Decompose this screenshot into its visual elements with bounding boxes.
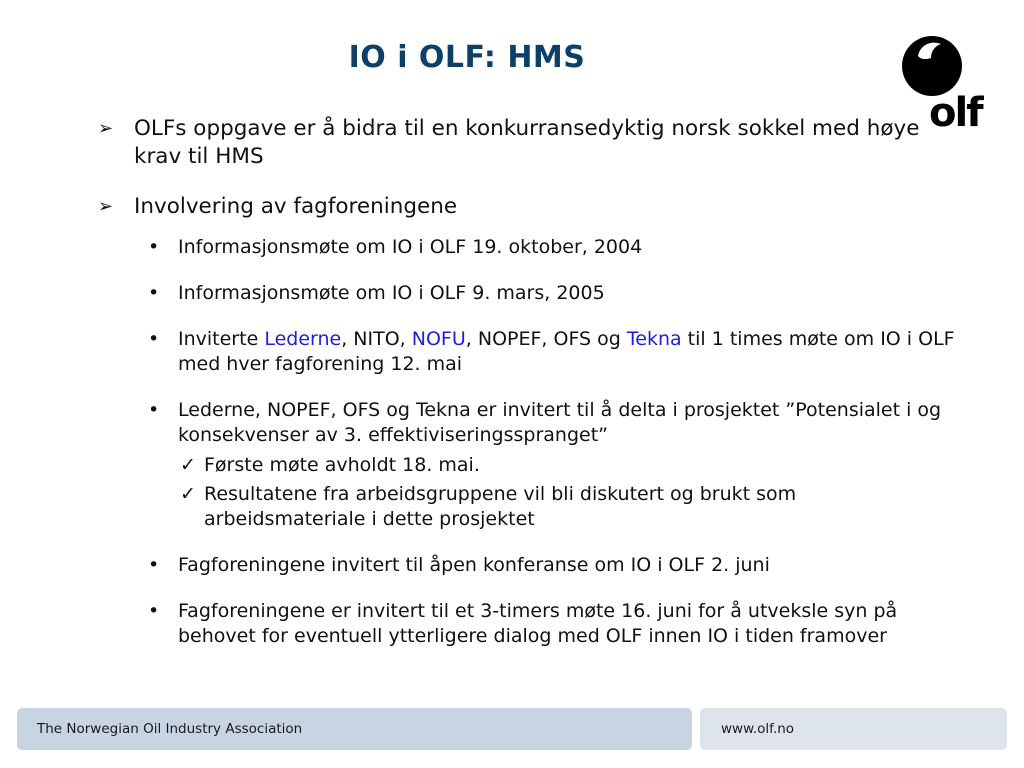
sub-bullet-list <box>178 453 956 532</box>
svg-text:olf: olf <box>929 90 982 136</box>
bullet-text: Resultatene fra arbeidsgruppene vil bli diskutert og brukt som arbeidsmateriale i dette prosjektet <box>204 483 797 530</box>
bullet-l2 <box>142 327 956 377</box>
bullet-l2 <box>142 235 956 260</box>
link-nofu[interactable]: NOFU <box>411 328 466 350</box>
bullet-text: Fagforeningene er invitert til et 3-timers møte 16. juni for å utveksle syn på behovet for eventuell ytterligere dialog med OLF innen IO i tiden framover <box>178 600 898 647</box>
bullet-l2 <box>142 281 956 306</box>
dot-bullet-icon: • <box>148 600 160 622</box>
bullet-l3 <box>178 453 956 478</box>
bullet-l3 <box>178 482 956 532</box>
arrow-bullet-icon: ➢ <box>98 118 114 139</box>
bullet-text: OLFs oppgave er å bidra til en konkurransedyktig norsk sokkel med høye krav til HMS <box>134 116 920 169</box>
dot-bullet-icon: • <box>148 399 160 421</box>
footer-website <box>700 708 1007 750</box>
slide-content <box>96 115 956 670</box>
arrow-bullet-icon: ➢ <box>98 196 114 217</box>
footer-organization-text: The Norwegian Oil Industry Association <box>37 721 303 737</box>
dot-bullet-icon: • <box>148 236 160 258</box>
dot-bullet-icon: • <box>148 328 160 350</box>
footer-organization <box>17 708 692 750</box>
bullet-text: Inviterte Lederne, NITO, NOFU, NOPEF, OFS og Tekna til 1 times møte om IO i OLF med hver fagforening 12. mai <box>178 328 955 375</box>
dot-bullet-icon: • <box>148 554 160 576</box>
bullet-text: Involvering av fagforeningene <box>134 194 458 219</box>
bullet-l1 <box>96 193 956 221</box>
bullet-text: Informasjonsmøte om IO i OLF 9. mars, 2005 <box>178 282 605 304</box>
bullet-text: Første møte avholdt 18. mai. <box>204 454 480 476</box>
bullet-l2 <box>142 599 956 649</box>
bullet-text: Fagforeningene invitert til åpen konferanse om IO i OLF 2. juni <box>178 554 770 576</box>
link-lederne[interactable]: Lederne <box>264 328 342 350</box>
bullet-l2 <box>142 553 956 578</box>
checkmark-icon: ✓ <box>180 483 196 505</box>
dot-bullet-icon: • <box>148 282 160 304</box>
bullet-l1 <box>96 115 956 171</box>
footer-website-link[interactable]: www.olf.no <box>721 721 795 737</box>
bullet-text: Informasjonsmøte om IO i OLF 19. oktober, 2004 <box>178 236 643 258</box>
link-tekna[interactable]: Tekna <box>626 328 682 350</box>
bullet-text: Lederne, NOPEF, OFS og Tekna er invitert til å delta i prosjektet ”Potensialet i og konsekvenser av 3. effektiviseringsspranget” <box>178 399 942 446</box>
checkmark-icon: ✓ <box>180 454 196 476</box>
bullet-l2 <box>142 398 956 532</box>
slide-title: IO i OLF: HMS <box>348 40 586 75</box>
